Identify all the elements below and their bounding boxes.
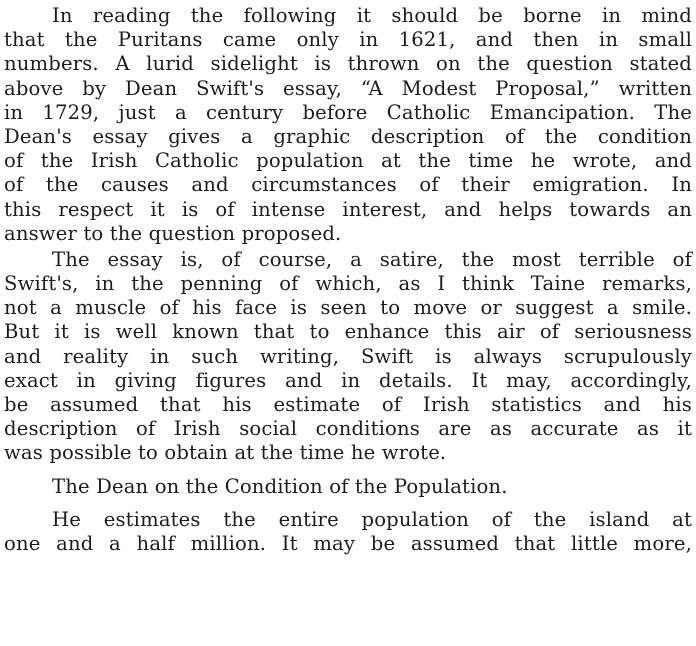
text-line: one and a half million. It may be assumed that little more, <box>4 531 692 555</box>
text-line: and reality in such writing, Swift is always scrupulously <box>4 344 692 368</box>
paragraph-3 <box>4 508 692 556</box>
text-line: answer to the question proposed. <box>4 221 342 245</box>
text-line: The essay is, of course, a satire, the most terrible of <box>52 247 692 271</box>
text-line: that the Puritans came only in 1621, and then in small <box>4 28 692 52</box>
text-line: above by Dean Swift's essay, “A Modest Proposal,” written <box>4 76 692 100</box>
text-line: of the causes and circumstances of their emigration. In <box>4 173 692 197</box>
text-line: He estimates the entire population of the island at <box>52 507 692 531</box>
text-line: In reading the following it should be borne in mind <box>52 4 692 27</box>
text-line: be assumed that his estimate of Irish statistics and his <box>4 393 692 416</box>
text-line: Swift's, in the penning of which, as I think Taine remarks, <box>4 272 692 296</box>
text-line: of the Irish Catholic population at the time he wrote, and <box>4 149 692 173</box>
text-line: not a muscle of his face is seen to move or suggest a smile. <box>4 296 692 320</box>
paragraph-1 <box>4 4 692 246</box>
document-page <box>4 0 692 556</box>
text-line: was possible to obtain at the time he wrote. <box>4 441 447 465</box>
text-line: description of Irish social conditions are as accurate as it <box>4 417 692 441</box>
text-line: this respect it is of intense interest, and helps towards an <box>4 197 692 221</box>
text-line: numbers. A lurid sidelight is thrown on the question stated <box>4 52 692 76</box>
text-line: But it is well known that to enhance this air of seriousness <box>4 320 692 344</box>
section-heading: The Dean on the Condition of the Population. <box>52 474 508 498</box>
text-line: exact in giving figures and in details. It may, accordingly, <box>4 368 692 392</box>
text-line: in 1729, just a century before Catholic Emancipation. The <box>4 100 692 124</box>
paragraph-2 <box>4 248 692 466</box>
text-line: Dean's essay gives a graphic description of the condition <box>4 124 692 148</box>
